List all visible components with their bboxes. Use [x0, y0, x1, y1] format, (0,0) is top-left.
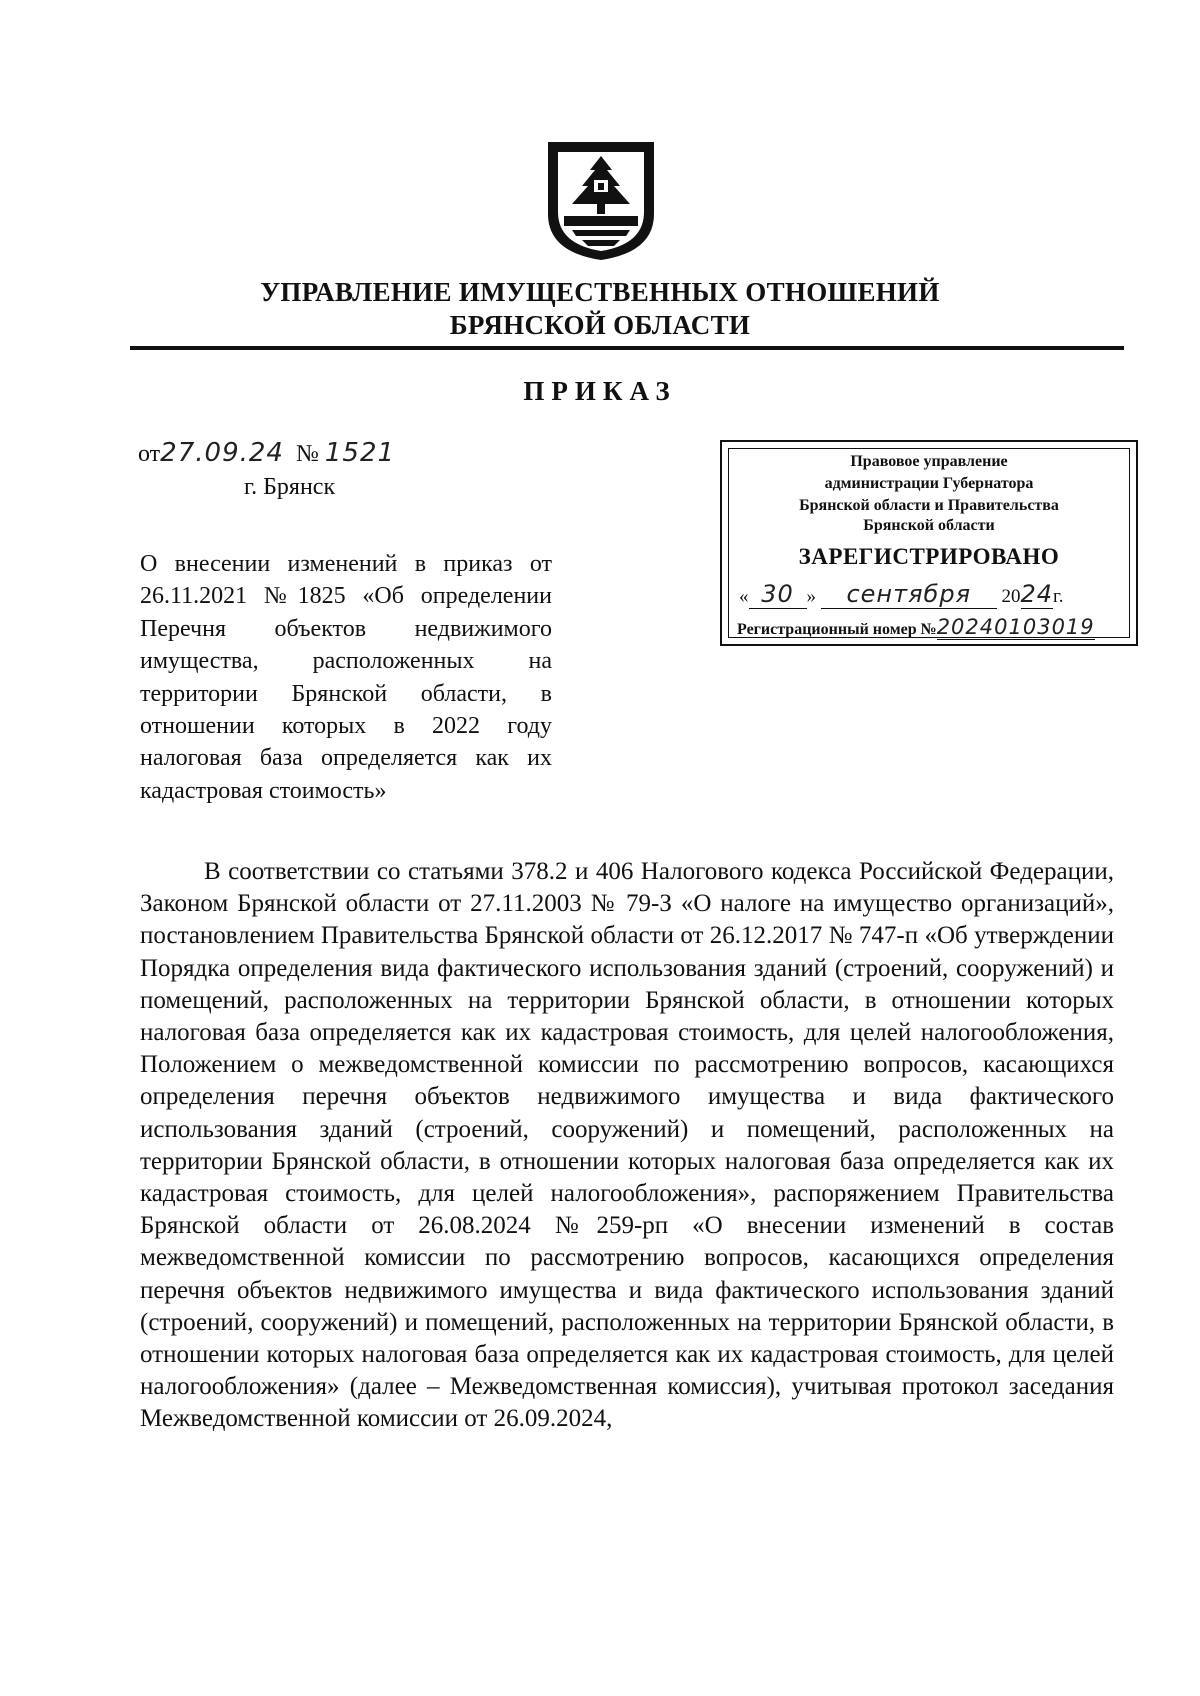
stamp-reg-label: Регистрационный номер №: [737, 621, 937, 638]
order-preamble: В соответствии со статьями 378.2 и 406 Налогового кодекса Российской Федерации, Законом Брянской области от 27.11.2003 № 79-З «О налоге на имущество организаций», постановлением Правительства Брянской области от 26.12.2017 № 747-п «Об утверждении Порядка определения вида фактического использования зданий (строений, сооружений) и помещений, расположенных на территории Брянской области, в отношении которых налоговая база определяется как их кадастровая стоимость, для целей налогообложения, Положением о межведомственной комиссии по рассмотрению вопросов, касающихся определения перечня объектов недвижимого имущества и вида фактического использования зданий (строений, сооружений) и помещений, расположенных на территории Брянской области, в отношении которых налоговая база определяется как их кадастровая стоимость, для целей налогообложения», распоряжением Правительства Брянской области от 26.08.2024 №259-рп «О внесении изменений в состав межведомственной комиссии по рассмотрению вопросов, касающихся определения перечня объектов недвижимого имущества и вида фактического использования зданий (строений, сооружений) и помещений, расположенных на территории Брянской области, в отношении которых налоговая база определяется как их кадастровая стоимость, для целей налогообложения» (далее – Межведомственная комиссия), учитывая протокол заседания Межведомственной комиссии от 26.09.2024,: [140, 858, 1114, 1433]
stamp-year-handwritten: 24: [1020, 580, 1054, 608]
stamp-month-handwritten: сентября: [846, 580, 972, 608]
stamp-line-3: Брянской области и Правительства: [799, 497, 1059, 514]
stamp-year-unit: г.: [1053, 586, 1064, 607]
order-title: О внесении изменений в приказ от 26.11.2021 №1825 «Об определении Перечня объектов недвижимого имущества, расположенных на территории Брянской области, в отношении которых в 2022 году налоговая база определяется как их кадастровая стоимость»: [140, 551, 552, 804]
stamp-line-1: Правовое управление: [850, 453, 1008, 470]
stamp-reg-number-handwritten: 20240103019: [936, 615, 1095, 639]
header-divider: [130, 346, 1124, 350]
stamp-line-2: администрации Губернатора: [824, 475, 1034, 492]
registration-stamp: [720, 440, 1138, 646]
order-date-handwritten: 27.09.24: [160, 438, 284, 468]
stamp-inner-frame: [728, 448, 1130, 638]
organization-name-line2: БРЯНСКОЙ ОБЛАСТИ: [449, 310, 751, 340]
document-type: ПРИКАЗ: [523, 376, 677, 406]
stamp-line-4: Брянской области: [863, 517, 995, 534]
stamp-year-prefix: 20: [1001, 586, 1021, 607]
stamp-date: « 30 » сентября 2024г.: [739, 580, 1064, 608]
stamp-registered: ЗАРЕГИСТРИРОВАНО: [798, 544, 1060, 569]
order-city: г. Брянск: [244, 474, 336, 500]
issuing-organization: [120, 276, 1080, 342]
bryansk-coat-of-arms-emblem: [542, 136, 660, 264]
organization-name-line1: УПРАВЛЕНИЕ ИМУЩЕСТВЕННЫХ ОТНОШЕНИЙ: [260, 277, 940, 307]
date-prefix: от: [138, 441, 161, 467]
number-prefix: №: [295, 441, 319, 467]
order-date-number: [138, 438, 395, 468]
stamp-day-handwritten: 30: [761, 580, 794, 608]
stamp-registration-number: [737, 615, 1095, 640]
order-number-handwritten: 1521: [324, 438, 396, 468]
